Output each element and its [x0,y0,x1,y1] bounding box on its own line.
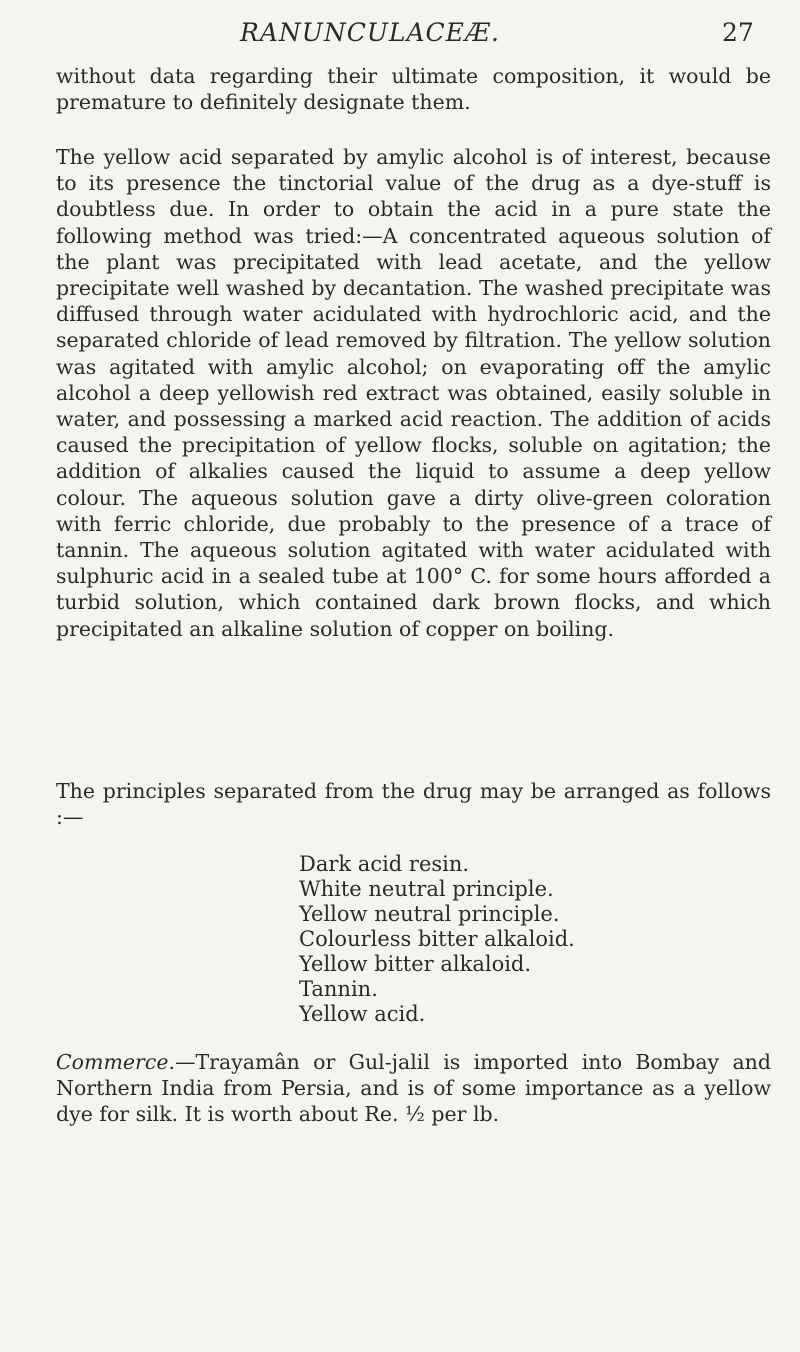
paragraph-commerce [56,1049,771,1128]
list-item: Yellow acid. [299,1002,426,1026]
paragraph-principles-intro: The principles separated from the drug may be arranged as follows :— [56,779,771,830]
list-item: Dark acid resin. [299,852,470,876]
page-number: 27 [722,18,754,47]
principles-list [299,852,575,1027]
running-title: RANUNCULACEÆ. [240,18,500,47]
commerce-heading: Commerce. [56,1050,175,1074]
page-header [0,14,800,54]
commerce-text: —Trayamân or Gul-jalil is imported into Bombay and Northern India from Persia, and is of some importance as a yellow dye for silk. It is worth about Re. ½ per lb. [56,1050,771,1127]
list-item: Colourless bitter alkaloid. [299,927,575,951]
list-item: Tannin. [299,977,378,1001]
list-item: Yellow bitter alkaloid. [299,952,532,976]
list-item: Yellow neutral principle. [299,902,560,926]
paragraph-continuation: without data regarding their ultimate composition, it would be premature to definitely designate them. [56,64,771,115]
paragraph-yellow-acid: The yellow acid separated by amylic alcohol is of interest, because to its presence the tinctorial value of the drug as a dye-stuff is doubtless due. In order to obtain the acid in a pure state the following method was tried:—A concentrated aqueous solution of the plant was precipitated with lead acetate, and the yellow precipitate well washed by decantation. The washed precipitate was diffused through water acidulated with hydrochloric acid, and the separated chloride of lead removed by filtration. The yellow solution was agitated with amylic alcohol; on evaporating off the amylic alcohol a deep yellowish red extract was obtained, easily soluble in water, and possessing a marked acid reaction. The addition of acids caused the precipitation of yellow flocks, soluble on agitation; the addition of alkalies caused the liquid to assume a deep yellow colour. The aqueous solution gave a dirty olive-green coloration with ferric chloride, due probably to the presence of a trace of tannin. The aqueous solution agitated with water acidulated with sulphuric acid in a sealed tube at 100° C. for some hours afforded a turbid solution, which contained dark brown flocks, and which precipitated an alkaline solution of copper on boiling. [56,145,771,641]
list-item: White neutral principle. [299,877,554,901]
